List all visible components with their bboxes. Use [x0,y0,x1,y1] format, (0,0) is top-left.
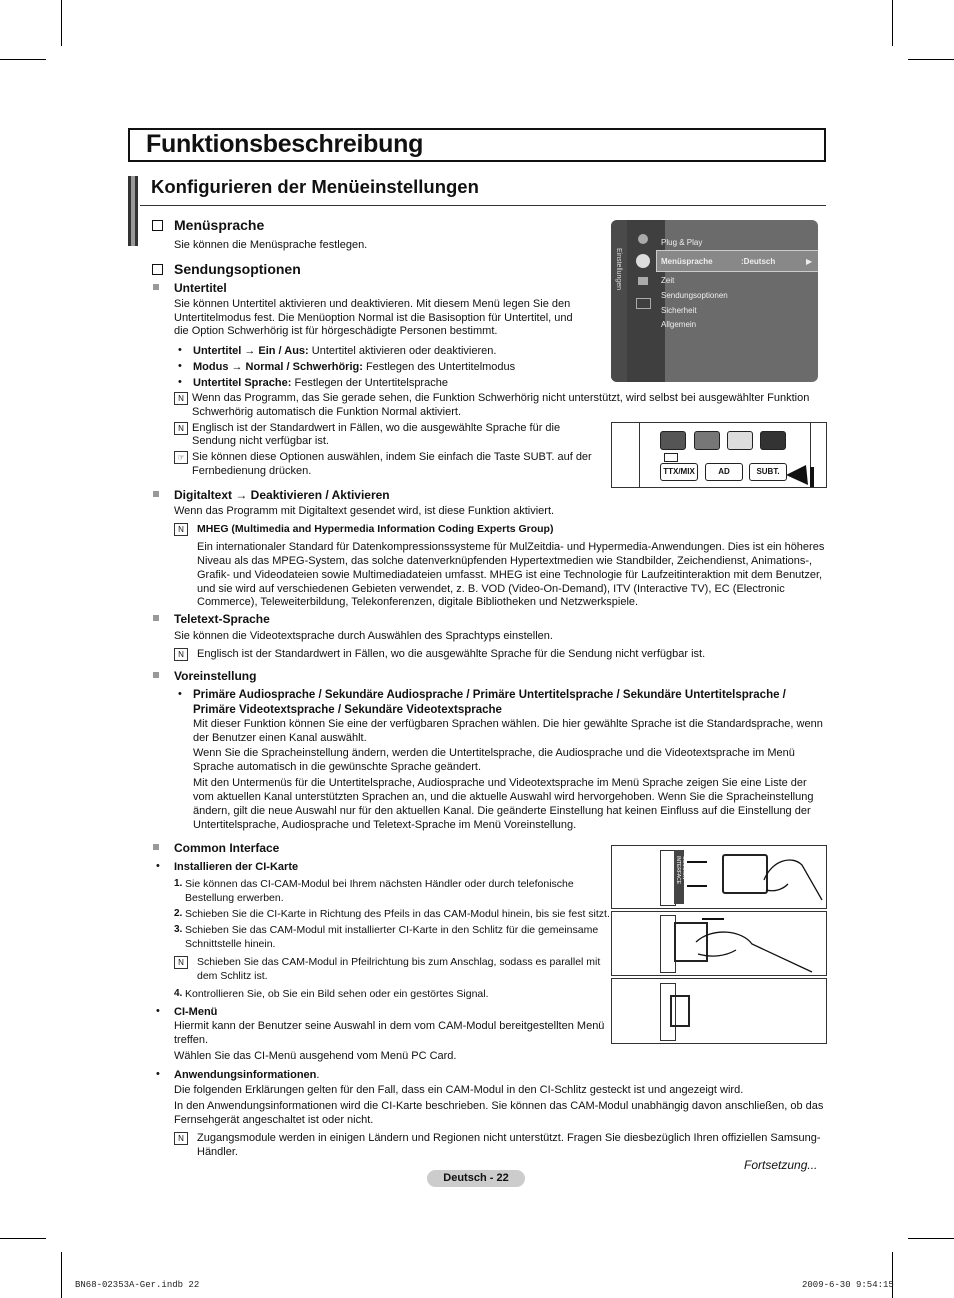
digitaltext-heading: Digitaltext → Deaktivieren / Aktivieren [174,488,390,502]
page-title-box [128,128,826,162]
menu-item: Sicherheit [661,306,697,315]
voreinstellung-para: der Benutzer einen Kanal auswählt. [193,732,367,744]
untertitel-note3: Sie können diese Optionen auswählen, indem Sie einfach die Taste SUBT. auf der [192,451,592,463]
arrow-left-icon [687,885,707,887]
cam-module [674,850,687,904]
mheg-line: und sie wird auf verschiedenen Gebieten verwendet, z. B. VOD (Video-On-Demand), ITV (Interactive TV), EC (Electronic [197,583,785,595]
menu-item: Plug & Play [661,238,703,247]
step-text: Sie können das CI-CAM-Modul bei Ihrem nächsten Händler oder durch telefonische [185,878,574,890]
voreinstellung-heading: Voreinstellung [174,669,257,683]
untertitel-note2: Englisch ist der Standardwert in Fällen, wo die ausgewählte Sprache für die [192,422,561,434]
menu-icon-column [627,220,665,382]
bullet-dot: • [178,688,182,700]
app-note: Händler. [197,1146,238,1158]
teletext-note: Englisch ist der Standardwert in Fällen, wo die ausgewählte Sprache für die Sendung nicht verfügbar ist. [197,648,706,660]
bullet-dot: • [156,1068,160,1080]
page-number-badge: Deutsch - 22 [427,1170,525,1187]
hand-icon [762,850,824,904]
mheg-line: Niveau als das MPEG-System, das solche datenverknüpfenden Hypertextmedien wie Standbilder, Zeichendienst, Animations-, [197,555,813,567]
section-rule [140,205,826,206]
sound-icon [638,277,648,285]
ci-note: dem Schlitz ist. [197,970,268,982]
note-icon: N [174,648,188,661]
continuation-link: Fortsetzung... [744,1158,818,1172]
pointing-hand-icon [784,463,824,487]
voreinstellung-para: vom aktuellen Kanal unterstützten Sprachen an, und die aktuelle Auswahl wird hervorgehoben. Wenn Sie die Spracheinstellung [193,791,814,803]
ci-menu-heading: CI-Menü [174,1006,218,1018]
note-icon: N [174,422,188,435]
small-square-icon [153,672,159,678]
section-bar-inner [131,176,135,246]
mheg-line: Ein internationaler Standard für Datenkompressionssysteme für MulZeitdia- und Hypermedia-Anwendungen. Dies ist ein höheres [197,541,825,553]
cam-inserted-illustration [611,978,827,1044]
section-title: Konfigurieren der Menüeinstellungen [151,176,479,197]
step-number: 4. [174,988,183,999]
red-button [660,431,686,450]
crop-mark [61,1252,62,1298]
ttx-mix-button: TTX/MIX [660,463,698,481]
step-number: 3. [174,924,183,935]
voreinstellung-para: Wenn Sie die Spracheinstellung ändern, werden die Untertitelsprache, die Audiosprache und die Videotextsprache im Menü [193,747,795,759]
untertitel-note3: Fernbedienung drücken. [192,465,312,477]
untertitel-note2: Sendung nicht verfügbar ist. [192,435,329,447]
small-square-icon [153,284,159,290]
voreinstellung-para: Mit den Untermenüs für die Untertitelsprache, Audiosprache und Videotextsprache im Menü Sprache zeigen Sie eine Liste der [193,777,807,789]
menu-sidebar-label: Einstellungen [615,248,622,291]
menu-item: Zeit [661,276,675,285]
footer-timestamp: 2009-6-30 9:54:15 [802,1280,894,1290]
untertitel-bullet: Untertitel Sprache: Festlegen der Untertitelsprache [193,377,448,389]
green-button [694,431,720,450]
app-text: Fernsehgerät angeschaltet ist oder nicht. [174,1114,374,1126]
cam-insert-illustration [611,911,827,976]
bullet-dot: • [178,344,182,356]
input-icon [636,298,651,309]
arrow-left-icon [702,918,724,920]
blue-button [760,431,786,450]
remote-hint-icon: ☞ [174,451,188,464]
note-icon: N [174,1132,188,1145]
untertitel-note1: Wenn das Programm, das Sie gerade sehen, die Funktion Schwerhörig nicht unterstützt, wird selbst bei ausgewählter Funktion [192,392,810,404]
page-title: Funktionsbeschreibung [146,130,424,158]
ci-menu-text: treffen. [174,1034,209,1046]
digitaltext-text: Wenn das Programm mit Digitaltext gesendet wird, ist diese Funktion aktiviert. [174,505,555,517]
untertitel-line: die Option Schwerhörig ist für hörgeschädigte Personen bestimmt. [174,325,498,337]
cam-module [670,995,690,1027]
untertitel-bullet: Modus → Normal / Schwerhörig: Festlegen des Untertitelmodus [193,361,516,373]
ci-card-insert-illustration [611,845,827,909]
menu-item: Allgemein [661,320,697,329]
untertitel-note1: Schwerhörig automatisch die Funktion Normal aktiviert. [192,406,462,418]
menu-item: Sendungsoptionen [661,291,728,300]
checkbox-square-icon [152,220,163,231]
picture-icon [638,234,648,244]
cam-label: COMMON INTERFACE [675,856,687,885]
mheg-heading: MHEG (Multimedia and Hypermedia Information Coding Experts Group) [197,523,554,535]
step-number: 2. [174,908,183,919]
untertitel-bullet: Untertitel → Ein / Aus: Untertitel aktivieren oder deaktivieren. [193,345,497,357]
mheg-line: Commerce), Teleweiterbildung, Telekonferenzen, digitale Bibliotheken und Netzwerkspiele. [197,596,639,608]
small-square-icon [153,491,159,497]
step-text: Schieben Sie das CAM-Modul mit installierter CI-Karte in den Schlitz für die gemeinsame [185,924,599,936]
sendungsoptionen-heading: Sendungsoptionen [174,261,301,277]
step-text: Kontrollieren Sie, ob Sie ein Bild sehen oder ein gestörtes Signal. [185,988,489,1000]
app-text: In den Anwendungsinformationen wird die CI-Karte beschrieben. Sie können das CAM-Modul unabhängig davon anschließen, ob das [174,1100,824,1112]
crop-mark [61,0,62,46]
menu-item-selected: Menüsprache [661,257,713,266]
ci-note: Schieben Sie das CAM-Modul in Pfeilrichtung bis zum Anschlag, sodass es parallel mit [197,956,601,968]
note-icon: N [174,392,188,405]
menusprache-text: Sie können die Menüsprache festlegen. [174,239,368,251]
crop-mark [0,59,46,60]
bullet-dot: • [156,1005,160,1017]
subt-button: SUBT. [749,463,787,481]
teletext-text: Sie können die Videotextsprache durch Auswählen des Sprachtyps einstellen. [174,630,553,642]
untertitel-line: Untertitelmodus fest. Die Menüoption Normal ist die Basisoption für Untertitel, und [174,312,573,324]
teletext-heading: Teletext-Sprache [174,612,270,626]
menu-selected-value: :Deutsch [741,257,776,266]
voreinstellung-para: Sprache automatisch in die gewünschte Sprache geändert. [193,761,482,773]
ttx-icon [664,453,678,462]
bullet-dot: • [178,360,182,372]
voreinstellung-bullet: Primäre Audiosprache / Sekundäre Audiosprache / Primäre Untertitelsprache / Sekundäre Untertitelsprache / [193,689,786,701]
common-interface-heading: Common Interface [174,841,280,855]
note-icon: N [174,956,188,969]
voreinstellung-bullet: Primäre Videotextsprache / Sekundäre Videotextsprache [193,704,502,716]
menu-screenshot [611,220,818,382]
arrow-left-icon [687,861,707,863]
app-heading: Anwendungsinformationen. [174,1069,320,1081]
bullet-dot: • [178,376,182,388]
untertitel-line: Sie können Untertitel aktivieren und deaktivieren. Mit diesem Menü legen Sie den [174,298,571,310]
voreinstellung-para: Untertitelsprache, Audiosprache und Teletext-Sprache im Menü Voreinstellung. [193,819,577,831]
step-number: 1. [174,878,183,889]
hand-icon [692,922,822,974]
small-square-icon [153,844,159,850]
crop-mark [0,1238,46,1239]
gear-icon [636,254,650,268]
bullet-dot: • [156,860,160,872]
ad-button: AD [705,463,743,481]
ci-menu-text: Wählen Sie das CI-Menü ausgehend vom Menü PC Card. [174,1050,457,1062]
crop-mark [908,59,954,60]
note-icon: N [174,523,188,536]
voreinstellung-para: ändern, gilt die neue Auswahl nur für den aktuellen Kanal. Die geänderte Einstellung hat keinen Einfluss auf die Einstellung der [193,805,811,817]
step-text: Bestellung erwerben. [185,892,284,904]
yellow-button [727,431,753,450]
menu-arrow-icon: ▶ [806,257,813,266]
mheg-line: Grafik- und Videodateien sowie Multimediadateien umfasst. MHEG ist eine Technologie für Laufzeitinteraktion mit dem Benutzer, [197,569,823,581]
install-heading: Installieren der CI-Karte [174,861,299,873]
menu-sidebar [611,220,627,382]
footer-file-info: BN68-02353A-Ger.indb 22 [75,1280,200,1290]
untertitel-heading: Untertitel [174,281,227,295]
small-square-icon [153,615,159,621]
menusprache-heading: Menüsprache [174,217,265,233]
remote-edge [639,423,640,487]
step-text: Schnittstelle hinein. [185,938,276,950]
step-text: Schieben Sie die CI-Karte in Richtung des Pfeils in das CAM-Modul hinein, bis sie fest sitzt. [185,908,610,920]
remote-illustration [611,422,827,488]
voreinstellung-para: Mit dieser Funktion können Sie eine der verfügbaren Sprachen wählen. Die hier gewählte Sprache ist die Standardsprache, wenn [193,718,823,730]
app-note: Zugangsmodule werden in einigen Ländern und Regionen nicht unterstützt. Fragen Sie diesbezüglich Ihren offiziellen Samsung- [197,1132,821,1144]
app-text: Die folgenden Erklärungen gelten für den Fall, dass ein CAM-Modul in den CI-Schlitz gesteckt ist und angezeigt wird. [174,1084,744,1096]
crop-mark [892,0,893,46]
crop-mark [892,1252,893,1298]
crop-mark [908,1238,954,1239]
checkbox-square-icon [152,264,163,275]
ci-menu-text: Hiermit kann der Benutzer seine Auswahl in dem vom CAM-Modul bereitgestellten Menü [174,1020,605,1032]
